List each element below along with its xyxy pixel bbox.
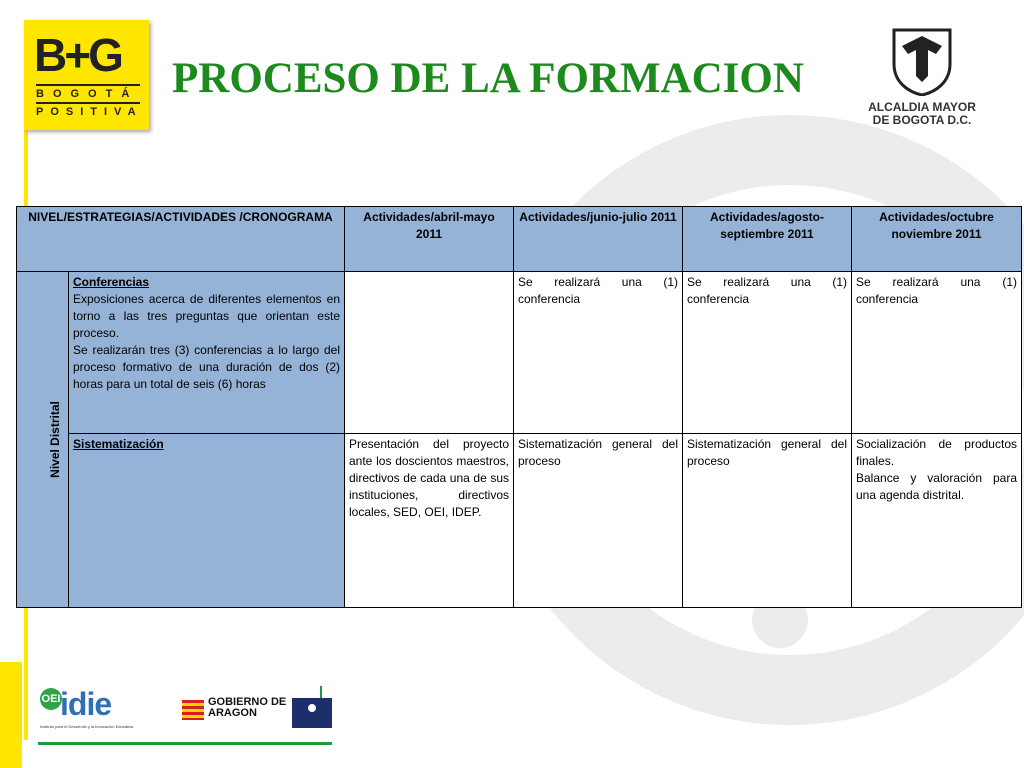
bog-logo-line2: POSITIVA bbox=[36, 106, 143, 118]
schedule-cell: Se realizará una (1) conferencia bbox=[852, 272, 1022, 434]
idie-subtitle: Instituto para el Desarrollo y la Innovación Educativa bbox=[40, 724, 134, 729]
schedule-cell: Se realizará una (1) conferencia bbox=[514, 272, 683, 434]
bog-logo-text: B+G bbox=[34, 29, 121, 81]
bogota-positiva-logo bbox=[24, 20, 149, 130]
schedule-table bbox=[16, 206, 1022, 608]
idie-logo: idie bbox=[60, 686, 112, 722]
table-header-row bbox=[17, 207, 1022, 272]
schedule-cell: Socialización de productos finales. Balance y valoración para una agenda distrital. bbox=[852, 434, 1022, 608]
header-cell-level: NIVEL/ESTRATEGIAS/ACTIVIDADES /CRONOGRAMA bbox=[17, 207, 345, 272]
activity-description: Exposiciones acerca de diferentes elementos en torno a las tres preguntas que orientan este proceso. Se realizarán tres (3) conferencias a lo largo del proceso formativo de una duración de dos (2) horas para un total de seis (6) horas bbox=[73, 292, 340, 391]
schedule-cell: Sistematización general del proceso bbox=[683, 434, 852, 608]
bog-logo-line1: BOGOTÁ bbox=[36, 88, 139, 100]
header-cell-octubre-noviembre: Actividades/octubre noviembre 2011 bbox=[852, 207, 1022, 272]
activity-title: Sistematización bbox=[73, 437, 164, 451]
schedule-cell bbox=[345, 272, 514, 434]
page-title: PROCESO DE LA FORMACION bbox=[172, 55, 804, 102]
table-row bbox=[17, 272, 1022, 434]
side-label-cell bbox=[17, 272, 69, 608]
schedule-cell: Se realizará una (1) conferencia bbox=[683, 272, 852, 434]
sponsor-logos bbox=[38, 684, 332, 745]
activity-title: Conferencias bbox=[73, 275, 150, 289]
header-cell-abril-mayo: Actividades/abril-mayo 2011 bbox=[345, 207, 514, 272]
activity-cell-sistematizacion bbox=[69, 434, 345, 608]
bog-logo-rule bbox=[36, 84, 140, 86]
bottom-accent-strip bbox=[0, 662, 22, 768]
alcaldia-logo bbox=[860, 24, 990, 134]
oei-logo: OEI bbox=[40, 688, 62, 710]
side-label: Nivel Distrital bbox=[47, 401, 62, 478]
schedule-cell: Presentación del proyecto ante los doscientos maestros, directivos de cada una de sus instituciones, directivos locales, SED, OEI, IDEP. bbox=[345, 434, 514, 608]
coat-of-arms-icon bbox=[888, 24, 956, 96]
alcaldia-logo-line1: ALCALDIA MAYOR bbox=[868, 100, 976, 114]
aragon-logo: GOBIERNO DE ARAGON bbox=[208, 696, 287, 719]
table-row bbox=[17, 434, 1022, 608]
header-cell-agosto-septiembre: Actividades/agosto-septiembre 2011 bbox=[683, 207, 852, 272]
bog-logo-rule bbox=[36, 102, 140, 104]
activity-cell-conferencias bbox=[69, 272, 345, 434]
aragon-flag-icon bbox=[182, 700, 204, 720]
schedule-cell: Sistematización general del proceso bbox=[514, 434, 683, 608]
header-cell-junio-julio: Actividades/junio-julio 2011 bbox=[514, 207, 683, 272]
emblem-icon bbox=[292, 698, 332, 728]
alcaldia-logo-line2: DE BOGOTA D.C. bbox=[872, 113, 972, 127]
